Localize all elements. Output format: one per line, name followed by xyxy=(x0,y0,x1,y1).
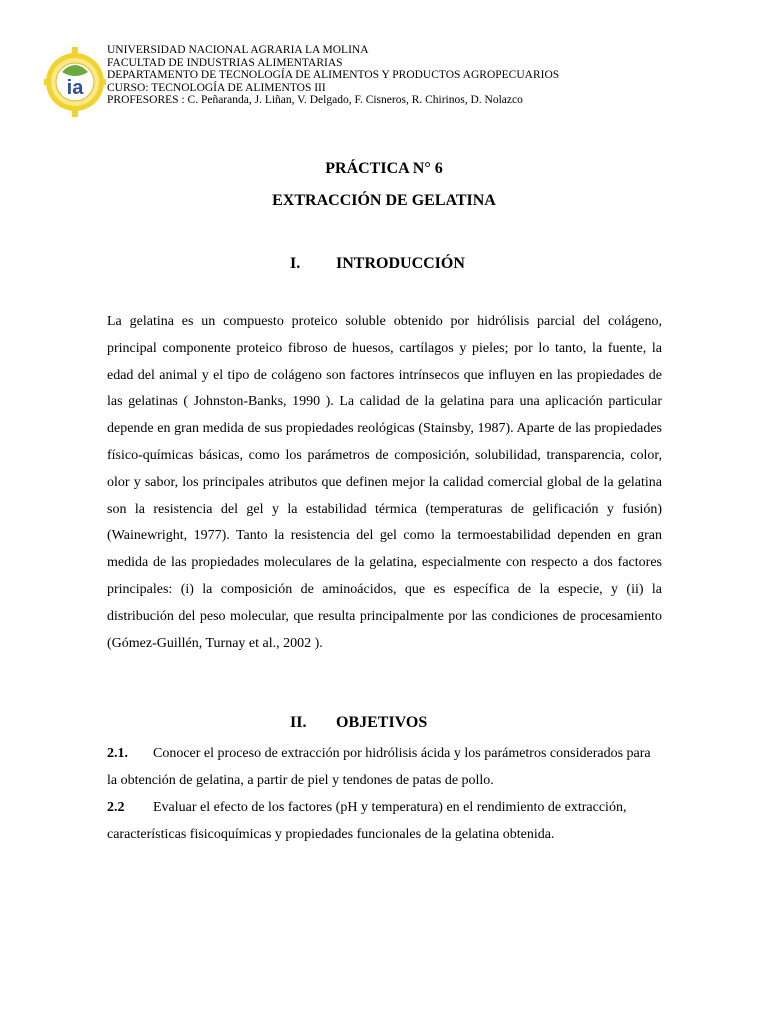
objective-text: Conocer el proceso de extracción por hidrólisis ácida y los parámetros considerados para la obtención de gelatina, a partir de piel y tendones de patas de pollo. xyxy=(107,746,651,788)
section-number: II. xyxy=(290,714,307,731)
header-professors: PROFESORES : C. Peñaranda, J. Liñan, V. Delgado, F. Cisneros, R. Chirinos, D. Nolazco xyxy=(107,94,523,107)
objective-item xyxy=(107,740,662,794)
section-number: I. xyxy=(290,255,301,272)
section-title: OBJETIVOS xyxy=(336,714,428,731)
document-title: EXTRACCIÓN DE GELATINA xyxy=(272,192,496,209)
objective-item xyxy=(107,794,662,848)
header-department: DEPARTAMENTO DE TECNOLOGÍA DE ALIMENTOS Y PRODUCTOS AGROPECUARIOS xyxy=(107,69,560,82)
header-course: CURSO: TECNOLOGÍA DE ALIMENTOS III xyxy=(107,81,326,94)
header-university: UNIVERSIDAD NACIONAL AGRARIA LA MOLINA xyxy=(107,44,369,56)
header-faculty: FACULTAD DE INDUSTRIAS ALIMENTARIAS xyxy=(107,56,343,69)
university-logo xyxy=(44,44,106,120)
practice-title: PRÁCTICA N° 6 xyxy=(325,160,443,177)
objective-number: 2.2 xyxy=(107,800,125,815)
objective-text: Evaluar el efecto de los factores (pH y temperatura) en el rendimiento de extracción, características fisicoquímicas y propiedades funcionales de la gelatina obtenida. xyxy=(107,800,627,842)
section-title: INTRODUCCIÓN xyxy=(336,255,465,272)
logo-initials: ia xyxy=(66,77,84,99)
introduction-paragraph: La gelatina es un compuesto proteico soluble obtenido por hidrólisis parcial del colágeno, principal componente proteico fibroso de huesos, cartílagos y pieles; por lo tanto, la fuente, la edad del animal y el tipo de colágeno son factores intrínsecos que influyen en las propiedades de las gelatinas ( Johnston-Banks, 1990 ). La calidad de la gelatina para una aplicación particular depende en gran medida de sus propiedades reológicas (Stainsby, 1987). Aparte de las propiedades físico-químicas básicas, como los parámetros de composición, solubilidad, transparencia, color, olor y sabor, los principales atributos que definen mejor la calidad comercial global de la gelatina son la resistencia del gel y la estabilidad térmica (temperaturas de gelificación y fusión) (Wainewright, 1977). Tanto la resistencia del gel como la termoestabilidad dependen en gran medida de las propiedades moleculares de la gelatina, especialmente con respecto a dos factores principales: (i) la composición de aminoácidos, que es específica de la especie, y (ii) la distribución del peso molecular, que resulta principalmente por las condiciones de procesamiento (Gómez-Guillén, Turnay et al., 2002 ). xyxy=(107,314,662,651)
document-header xyxy=(107,44,727,107)
objective-number: 2.1. xyxy=(107,746,128,761)
